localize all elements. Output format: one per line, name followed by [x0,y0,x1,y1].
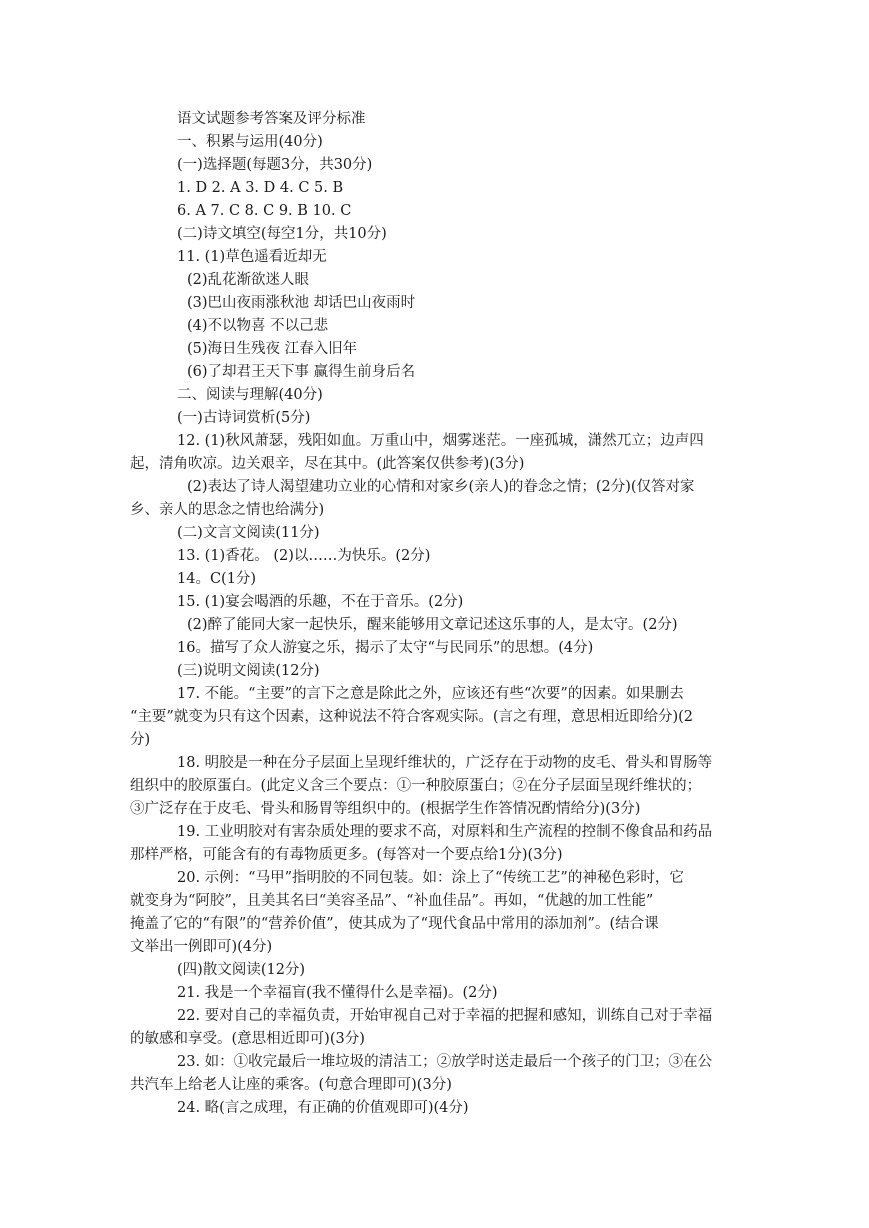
doc-title: 语文试题参考答案及评分标准 [177,111,366,127]
subsection-heading: (四)散文阅读(12分) [177,962,306,978]
answer-line: (3)巴山夜雨涨秋池 却话巴山夜雨时 [187,295,416,311]
answer-line: (2)醉了能同大家一起快乐，醒来能够用文章记述这乐事的人，是太守。(2分) [187,617,678,633]
answer-line: 11. (1)草色遥看近却无 [177,249,327,265]
answer-line: 分) [130,732,151,748]
answer-line: 组织中的胶原蛋白。(此定义含三个要点：①一种胶原蛋白；②在分子层面呈现纤维状的； [130,778,702,794]
answer-line: (4)不以物喜 不以己悲 [187,318,329,334]
answer-line: 乡、亲人的思念之情也给满分) [130,502,325,518]
subsection-heading: (一)古诗词赏析(5分) [177,410,311,426]
section-heading: 一、积累与运用(40分) [177,134,323,150]
answer-line: 那样严格，可能含有的有毒物质更多。(每答对一个要点给1分)(3分) [130,847,563,863]
answer-line: (5)海日生残夜 江春入旧年 [187,341,358,357]
subsection-heading: (一)选择题(每题3分，共30分) [177,157,373,173]
answer-line: “主要”就变为只有这个因素，这种说法不符合客观实际。(言之有理，意思相近即给分)(2 [130,709,694,725]
answer-line: 15. (1)宴会喝酒的乐趣，不在于音乐。(2分) [177,594,464,610]
answer-line: 20. 示例：“马甲”指明胶的不同包装。如：涂上了“传统工艺”的神秘色彩时，它 [177,870,684,886]
answer-line: 共汽车上给老人让座的乘客。(句意合理即可)(3分) [130,1077,452,1093]
answer-line: 12. (1)秋风萧瑟，残阳如血。万重山中，烟雾迷茫。一座孤城，潇然兀立；边声四 [177,433,704,449]
subsection-heading: (三)说明文阅读(12分) [177,663,320,679]
answer-line: (6)了却君王天下事 赢得生前身后名 [187,364,416,380]
answer-line: 23. 如：①收完最后一堆垃圾的清洁工；②放学时送走最后一个孩子的门卫；③在公 [177,1054,713,1070]
answer-line: 17. 不能。“主要”的言下之意是除此之外，应该还有些“次要”的因素。如果删去 [177,686,684,702]
answer-line: 16。描写了众人游宴之乐，揭示了太守“与民同乐”的思想。(4分) [177,640,594,656]
subsection-heading: (二)诗文填空(每空1分，共10分) [177,226,387,242]
answer-line: (2)表达了诗人渴望建功立业的心情和对家乡(亲人)的眷念之情；(2分)(仅答对家 [187,479,695,495]
answer-line: 6. A 7. C 8. C 9. B 10. C [177,203,352,219]
answer-line: 18. 明胶是一种在分子层面上呈现纤维状的，广泛存在于动物的皮毛、骨头和胃肠等 [177,755,713,771]
answer-line: 24. 略(言之成理，有正确的价值观即可)(4分) [177,1100,469,1116]
answer-line: 的敏感和享受。(意思相近即可)(3分) [130,1031,365,1047]
answer-line: 起，清角吹凉。边关艰辛，尽在其中。(此答案仅供参考)(3分) [130,456,525,472]
answer-line: 就变身为“阿胶”，且美其名曰“美容圣品”、“补血佳品”。再如，“优越的加工性能” [130,893,654,909]
answer-line: 21. 我是一个幸福盲(我不懂得什么是幸福)。(2分) [177,985,498,1001]
answer-line: 文举出一例即可)(4分) [130,939,273,955]
answer-line: 掩盖了它的“有限”的“营养价值”，使其成为了“现代食品中常用的添加剂”。(结合课 [130,916,659,932]
answer-line: (2)乱花渐欲迷人眼 [187,272,310,288]
answer-line: 13. (1)香花。 (2)以……为快乐。(2分) [177,548,431,564]
answer-line: 1. D 2. A 3. D 4. C 5. B [177,180,344,196]
answer-line: 19. 工业明胶对有害杂质处理的要求不高，对原料和生产流程的控制不像食品和药品 [177,824,713,840]
subsection-heading: (二)文言文阅读(11分) [177,525,320,541]
answer-line: 22. 要对自己的幸福负责，开始审视自己对于幸福的把握和感知，训练自己对于幸福 [177,1008,713,1024]
answer-line: 14。C(1分) [177,571,257,587]
section-heading: 二、阅读与理解(40分) [177,387,323,403]
answer-line: ③广泛存在于皮毛、骨头和肠胃等组织中的。(根据学生作答情况酌情给分)(3分) [130,801,641,817]
